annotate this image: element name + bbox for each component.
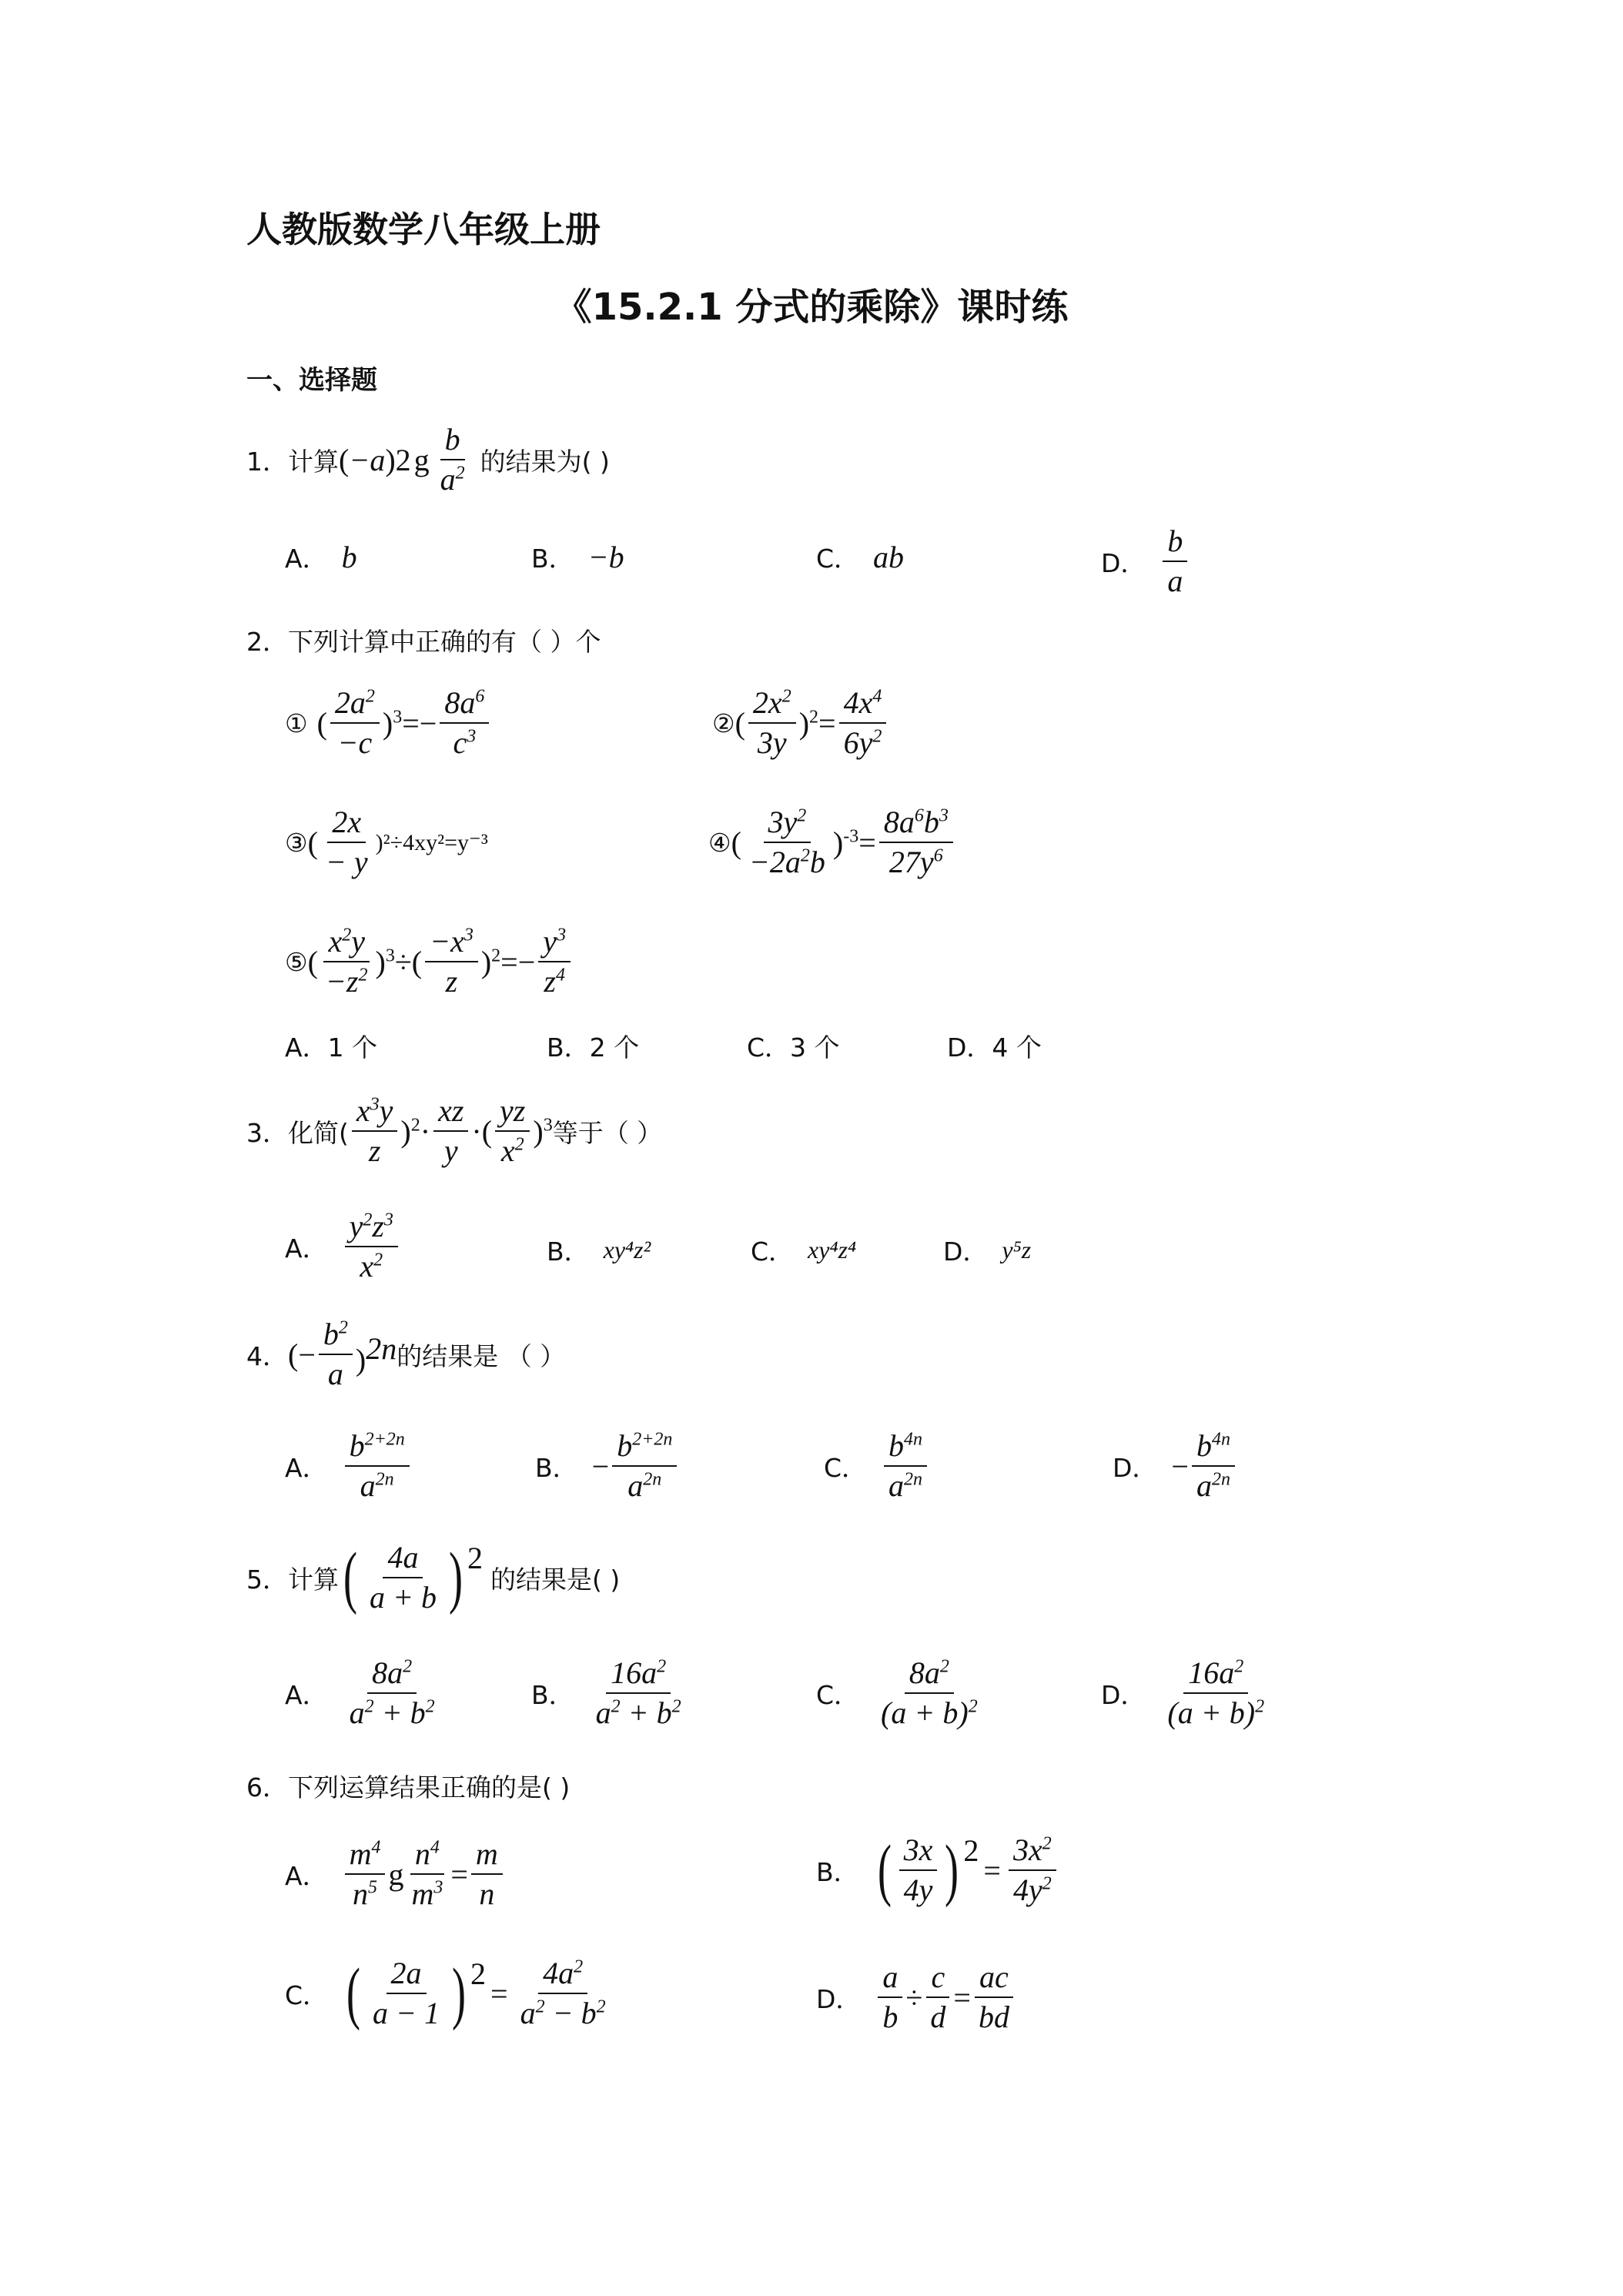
q2-option-b[interactable]: B．2 个 [547,1033,640,1063]
q4-option-a[interactable]: A． $\frac{b^{2+2n}}{a^{2n}}$ [285,1428,413,1504]
question-6: 6．下列运算结果正确的是( ) [246,1772,571,1802]
q6-option-a[interactable]: A． $\frac{m^4}{n^5}$ g $\frac{n^4}{m^3}$ = $\frac{m}{n}$ [285,1836,506,1912]
question-1: 1． 计算 ( −a ) 2 g $\frac{b}{a^2}$ 的结果为( ) [246,422,610,497]
q6-option-c[interactable]: C． ( $\frac{2a}{a - 1}$ ) 2 = $\frac{4a^2}{a^2 - b^2}$ [285,1955,606,2031]
q3-option-b[interactable]: B． xy⁴z² [547,1236,651,1267]
q2-item-2: ② ( $\frac{2x^2}{3y}$ )$^2$= $\frac{4x^4}{6y^2}$ [712,685,889,761]
q2-item-5: ⑤ ( $\frac{x^2y}{-z^2}$ )$^3$÷( $\frac{-x^3}{z}$ )$^2$=− $\frac{y^3}{z^4}$ [285,924,574,999]
q5-option-b[interactable]: B． $\frac{16a^2}{a^2 + b^2}$ [531,1655,681,1730]
q1-option-c[interactable]: C． ab [816,540,905,574]
q2-item-3: ③ ( $\frac{2x}{- y}$ )²÷4xy²=y⁻³ [285,805,488,879]
q1-option-b[interactable]: B． −b [531,540,624,574]
q6-option-d[interactable]: D． $\frac{a}{b}$ ÷ $\frac{c}{d}$ = $\frac{ac}{bd}$ [816,1960,1017,2035]
q5-option-a[interactable]: A． $\frac{8a^2}{a^2 + b^2}$ [285,1655,435,1730]
q3-option-a[interactable]: A． $\frac{y^2z^3}{x^2}$ [285,1209,401,1284]
q5-option-d[interactable]: D． $\frac{16a^2}{(a + b)^2}$ [1101,1655,1265,1730]
q2-option-c[interactable]: C．3 个 [747,1033,840,1063]
q1-option-a[interactable]: A． b [285,540,357,574]
q5-option-c[interactable]: C． $\frac{8a^2}{(a + b)^2}$ [816,1655,978,1730]
section-heading: 一、选择题 [246,365,377,396]
q2-option-a[interactable]: A．1 个 [285,1033,378,1063]
question-2: 2．下列计算中正确的有（ ）个 [246,627,601,657]
q6-option-b[interactable]: B． ( $\frac{3x}{4y}$ ) 2 = $\frac{3x^2}{4y^2}$ [816,1832,1059,1908]
q3-option-d[interactable]: D． y⁵z [943,1236,1032,1267]
q4-option-b[interactable]: B． − $\frac{b^{2+2n}}{a^{2n}}$ [535,1428,680,1504]
doc-title-lesson: 《15.2.1 分式的乘除》课时练 [554,286,1069,329]
question-3: 3． 化简( $\frac{x^3y}{z}$ )$^2$· $\frac{xz}{y}$ ·( $\frac{yz}{x^2}$ )$^3$ 等于（ ） [246,1093,663,1168]
doc-title-grade: 人教版数学八年级上册 [246,209,601,250]
q4-option-c[interactable]: C． $\frac{b^{4n}}{a^{2n}}$ [824,1428,930,1504]
q1-option-d[interactable]: D． $\frac{b}{a}$ [1101,524,1190,599]
question-4: 4． (− $\frac{b^2}{a}$ )$^{2n}$ 的结果是 （ ） [246,1317,566,1391]
q3-option-c[interactable]: C． xy⁴z⁴ [751,1236,857,1267]
q2-item-4: ④ ( $\frac{3y^2}{-2a^2b}$ )$^{-3}$= $\frac{8a^6b^3}{27y^6}$ [708,805,956,880]
q2-option-d[interactable]: D．4 个 [947,1033,1042,1063]
question-5: 5． 计算 ( $\frac{4a}{a + b}$ ) 2 的结果是( ) [246,1539,621,1615]
q2-item-1: ① ( $\frac{2a^2}{-c}$ )$^3$=− $\frac{8a^6}{c^3}$ [285,685,492,761]
q4-option-d[interactable]: D． − $\frac{b^{4n}}{a^{2n}}$ [1113,1428,1238,1504]
